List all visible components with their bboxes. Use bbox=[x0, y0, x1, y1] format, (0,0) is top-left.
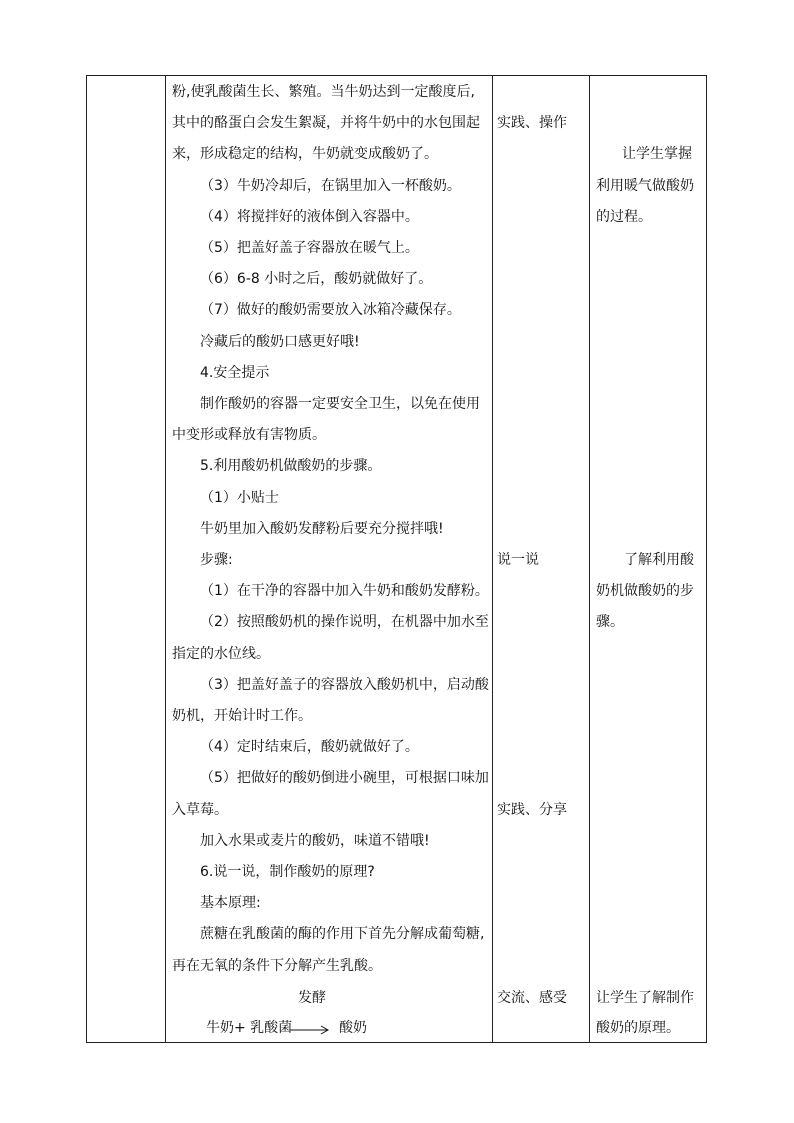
content-line: 来，形成稳定的结构，牛奶就变成酸奶了。 bbox=[172, 146, 438, 162]
content-line: 冷藏后的酸奶口感更好哦! bbox=[200, 334, 360, 350]
content-line: 其中的酪蛋白会发生絮凝，并将牛奶中的水包围起 bbox=[172, 115, 480, 131]
content-line: （1）在干净的容器中加入牛奶和酸奶发酵粉。 bbox=[200, 583, 489, 599]
content-line: 入草莓。 bbox=[172, 802, 228, 818]
section-heading: 5.利用酸奶机做酸奶的步骤。 bbox=[200, 458, 382, 474]
intent-line: 奶机做酸奶的步 bbox=[596, 583, 694, 599]
intent-line: 了解利用酸 bbox=[624, 552, 694, 568]
intent-line: 利用暖气做酸奶 bbox=[596, 178, 694, 194]
content-line: 中变形或释放有害物质。 bbox=[172, 427, 326, 443]
content-line: 蔗糖在乳酸菌的酶的作用下首先分解成葡萄糖, bbox=[200, 926, 485, 942]
content-line: 制作酸奶的容器一定要安全卫生，以免在使用 bbox=[200, 396, 480, 412]
content-line: 指定的水位线。 bbox=[172, 646, 270, 662]
formula-product: 酸奶 bbox=[339, 1020, 367, 1036]
activity-label: 实践、分享 bbox=[497, 802, 567, 818]
content-line: 步骤: bbox=[200, 552, 233, 568]
content-line: （1）小贴士 bbox=[200, 490, 279, 506]
formula-reactants: 牛奶+ 乳酸菌 bbox=[206, 1020, 293, 1036]
intent-line: 骤。 bbox=[596, 614, 624, 630]
content-line: 粉,使乳酸菌生长、繁殖。当牛奶达到一定酸度后, bbox=[172, 84, 475, 100]
content-line: 加入水果或麦片的酸奶，味道不错哦! bbox=[200, 833, 430, 849]
content-line: （3）牛奶冷却后，在锅里加入一杯酸奶。 bbox=[200, 178, 461, 194]
content-line: 奶机，开始计时工作。 bbox=[172, 708, 312, 724]
column-divider bbox=[589, 76, 590, 1042]
activity-label: 交流、感受 bbox=[497, 990, 567, 1006]
content-line: （3）把盖好盖子的容器放入酸奶机中，启动酸 bbox=[200, 677, 489, 693]
activity-label: 说一说 bbox=[497, 552, 539, 568]
section-heading: 4.安全提示 bbox=[200, 365, 270, 381]
content-line: （4）定时结束后，酸奶就做好了。 bbox=[200, 739, 419, 755]
column-divider bbox=[492, 76, 493, 1042]
intent-line: 让学生了解制作 bbox=[596, 990, 694, 1006]
intent-line: 酸奶的原理。 bbox=[596, 1020, 680, 1036]
content-line: （6）6-8 小时之后，酸奶就做好了。 bbox=[200, 271, 433, 287]
content-line: （2）按照酸奶机的操作说明，在机器中加水至 bbox=[200, 614, 489, 630]
content-line: 再在无氧的条件下分解产生乳酸。 bbox=[172, 958, 382, 974]
content-line: （4）将搅拌好的液体倒入容器中。 bbox=[200, 209, 419, 225]
content-line: 牛奶里加入酸奶发酵粉后要充分搅拌哦! bbox=[200, 521, 444, 537]
intent-line: 让学生掌握 bbox=[622, 146, 692, 162]
reaction-arrow-icon bbox=[290, 1021, 332, 1035]
intent-line: 的过程。 bbox=[596, 209, 652, 225]
column-divider bbox=[165, 76, 166, 1042]
section-heading: 6.说一说，制作酸奶的原理? bbox=[200, 864, 375, 880]
content-line: （5）把盖好盖子容器放在暖气上。 bbox=[200, 240, 419, 256]
content-line: 基本原理: bbox=[200, 895, 261, 911]
content-line: （5）把做好的酸奶倒进小碗里，可根据口味加 bbox=[200, 770, 489, 786]
formula-condition: 发酵 bbox=[298, 990, 326, 1006]
content-line: （7）做好的酸奶需要放入冰箱冷藏保存。 bbox=[200, 302, 461, 318]
activity-label: 实践、操作 bbox=[497, 115, 567, 131]
